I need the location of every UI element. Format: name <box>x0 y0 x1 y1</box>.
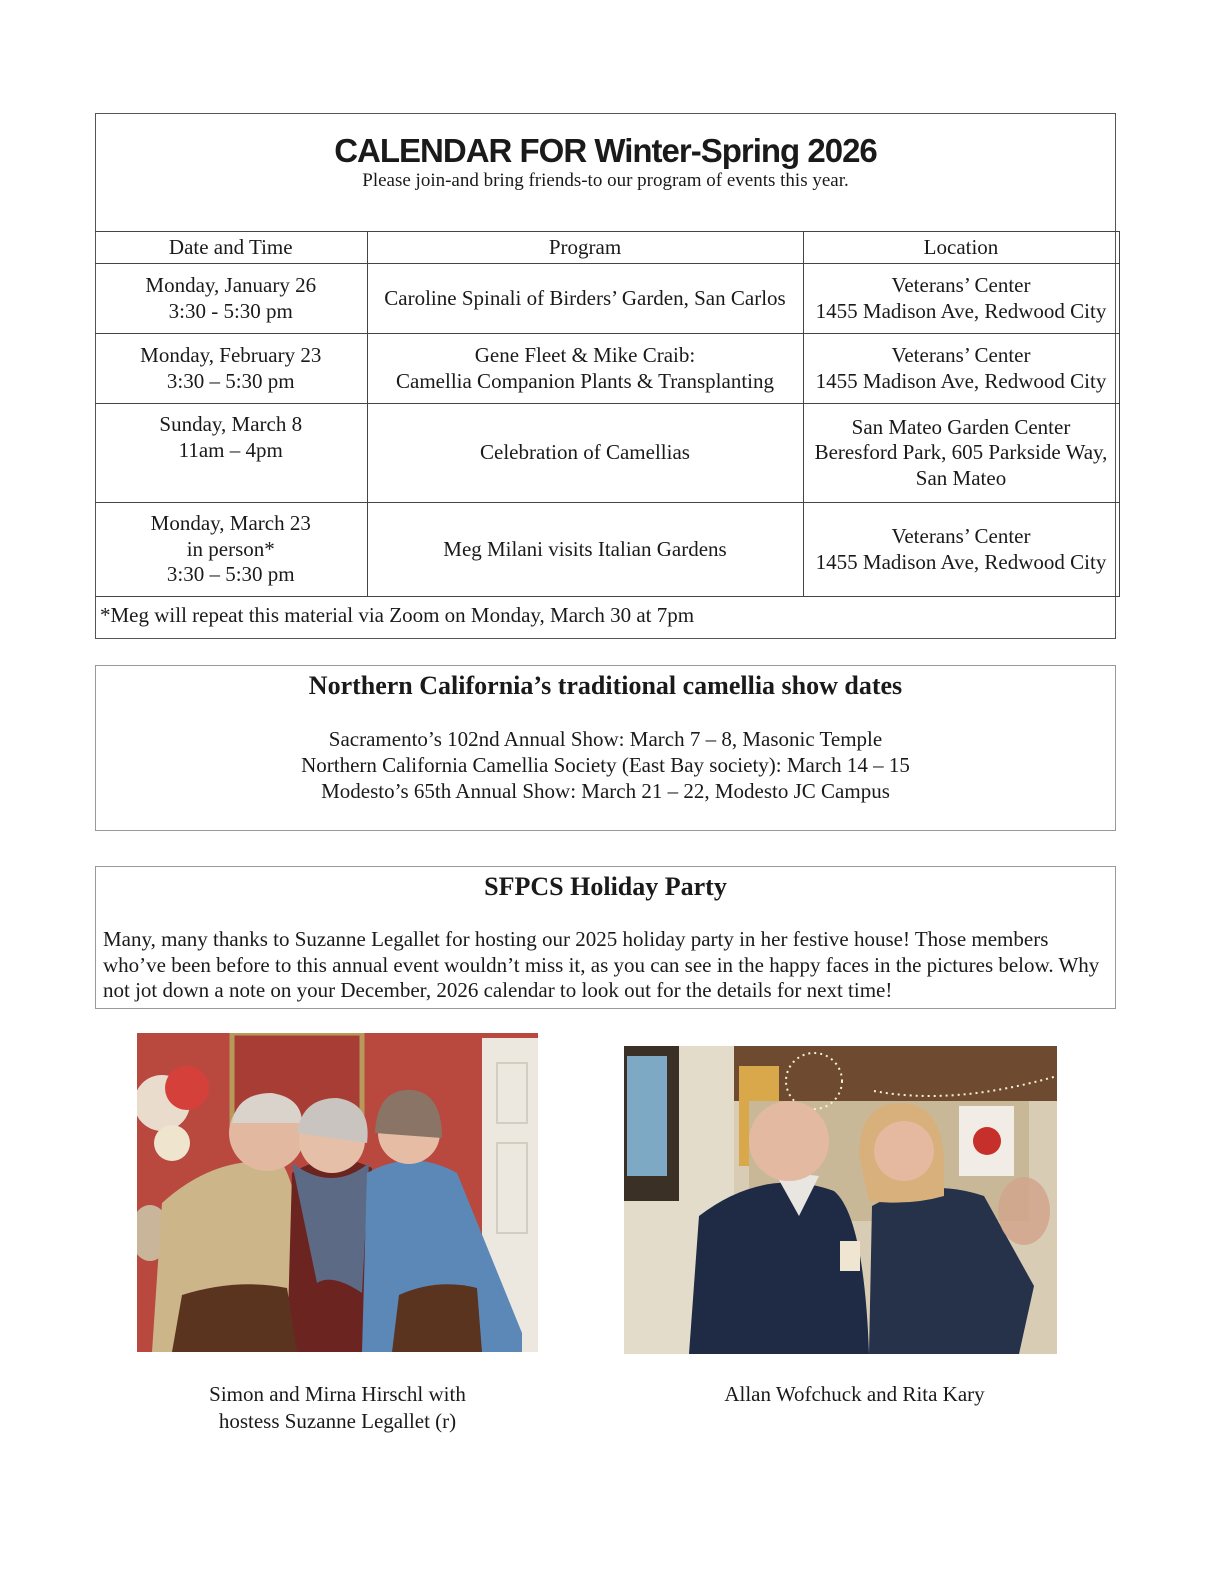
date-line: Monday, January 26 <box>145 273 317 297</box>
header-program: Program <box>367 232 803 264</box>
calendar-subtitle: Please join-and bring friends-to our program of events this year. <box>362 170 849 191</box>
photo-caption <box>137 1381 538 1435</box>
program-line: Meg Milani visits Italian Gardens <box>443 536 727 561</box>
date-cell <box>95 503 367 597</box>
show-date-item: Northern California Camellia Society (East Bay society): March 14 – 15 <box>301 753 910 777</box>
program-cell <box>367 404 803 503</box>
table-row <box>95 334 1119 404</box>
holiday-party-box <box>95 866 1116 1009</box>
holiday-party-title: SFPCS Holiday Party <box>484 872 727 901</box>
location-line: 1455 Madison Ave, Redwood City <box>815 368 1107 393</box>
show-dates-title: Northern California’s traditional camellia show dates <box>308 671 903 700</box>
calendar-header <box>96 114 1115 232</box>
time-line: 3:30 - 5:30 pm <box>168 298 293 323</box>
program-cell <box>367 503 803 597</box>
location-line: Veterans’ Center <box>891 343 1031 367</box>
header-date-time: Date and Time <box>95 232 367 264</box>
date-line: Monday, February 23 <box>140 343 322 367</box>
photo-caption <box>624 1381 1085 1408</box>
table-header-row <box>95 232 1119 264</box>
location-cell <box>803 404 1119 503</box>
party-photo-hirschl-legallet <box>137 1033 538 1352</box>
date-line: Monday, March 23 <box>150 511 311 536</box>
location-line: 1455 Madison Ave, Redwood City <box>815 298 1107 323</box>
time-line: 3:30 – 5:30 pm <box>166 368 295 393</box>
program-line: Celebration of Camellias <box>480 440 690 465</box>
show-dates-box <box>95 665 1116 831</box>
show-dates-list <box>96 726 1115 804</box>
caption-line: Allan Wofchuck and Rita Kary <box>724 1382 985 1406</box>
program-line: Caroline Spinali of Birders’ Garden, San Carlos <box>384 285 786 310</box>
calendar-box <box>95 113 1116 639</box>
program-line: Camellia Companion Plants & Transplanting <box>396 368 774 393</box>
date-line: Sunday, March 8 <box>159 412 303 436</box>
location-line: Veterans’ Center <box>891 524 1031 548</box>
holiday-party-body: Many, many thanks to Suzanne Legallet for hosting our 2025 holiday party in her festive house! Those members who’ve been before to this annual event wouldn’t miss it, as you can see in the happy faces in the pictures below. Why not jot down a note on your December, 2026 calendar to look out for the details for next time! <box>103 927 1100 1002</box>
header-location: Location <box>803 232 1119 264</box>
date-cell <box>95 264 367 334</box>
note-line: in person* <box>186 536 275 561</box>
time-line: 11am – 4pm <box>178 437 283 462</box>
location-line: San Mateo Garden Center <box>851 414 1071 439</box>
show-date-item: Sacramento’s 102nd Annual Show: March 7 – 8, Masonic Temple <box>328 727 883 751</box>
table-row <box>95 503 1119 597</box>
location-line: Veterans’ Center <box>891 273 1031 297</box>
location-cell <box>803 264 1119 334</box>
date-cell <box>95 334 367 404</box>
program-cell <box>367 334 803 404</box>
caption-line: Simon and Mirna Hirschl with <box>209 1382 466 1406</box>
program-cell <box>367 264 803 334</box>
program-line: Gene Fleet & Mike Craib: <box>474 343 696 367</box>
location-cell <box>803 503 1119 597</box>
show-date-item: Modesto’s 65th Annual Show: March 21 – 22, Modesto JC Campus <box>321 779 890 803</box>
location-line: 1455 Madison Ave, Redwood City <box>815 549 1107 574</box>
location-cell <box>803 334 1119 404</box>
schedule-table <box>95 231 1120 597</box>
party-photo-wofchuck-kary <box>624 1046 1057 1354</box>
table-row <box>95 264 1119 334</box>
location-line: San Mateo <box>915 465 1007 490</box>
calendar-title: CALENDAR FOR Winter-Spring 2026 <box>334 132 877 169</box>
date-cell <box>95 404 367 503</box>
calendar-footnote: *Meg will repeat this material via Zoom on Monday, March 30 at 7pm <box>100 603 695 627</box>
time-line: 3:30 – 5:30 pm <box>166 562 295 587</box>
caption-line: hostess Suzanne Legallet (r) <box>218 1409 457 1433</box>
table-row <box>95 404 1119 503</box>
location-line: Beresford Park, 605 Parkside Way, <box>814 440 1108 465</box>
photo-illustration <box>137 1033 538 1352</box>
photo-illustration <box>624 1046 1057 1354</box>
